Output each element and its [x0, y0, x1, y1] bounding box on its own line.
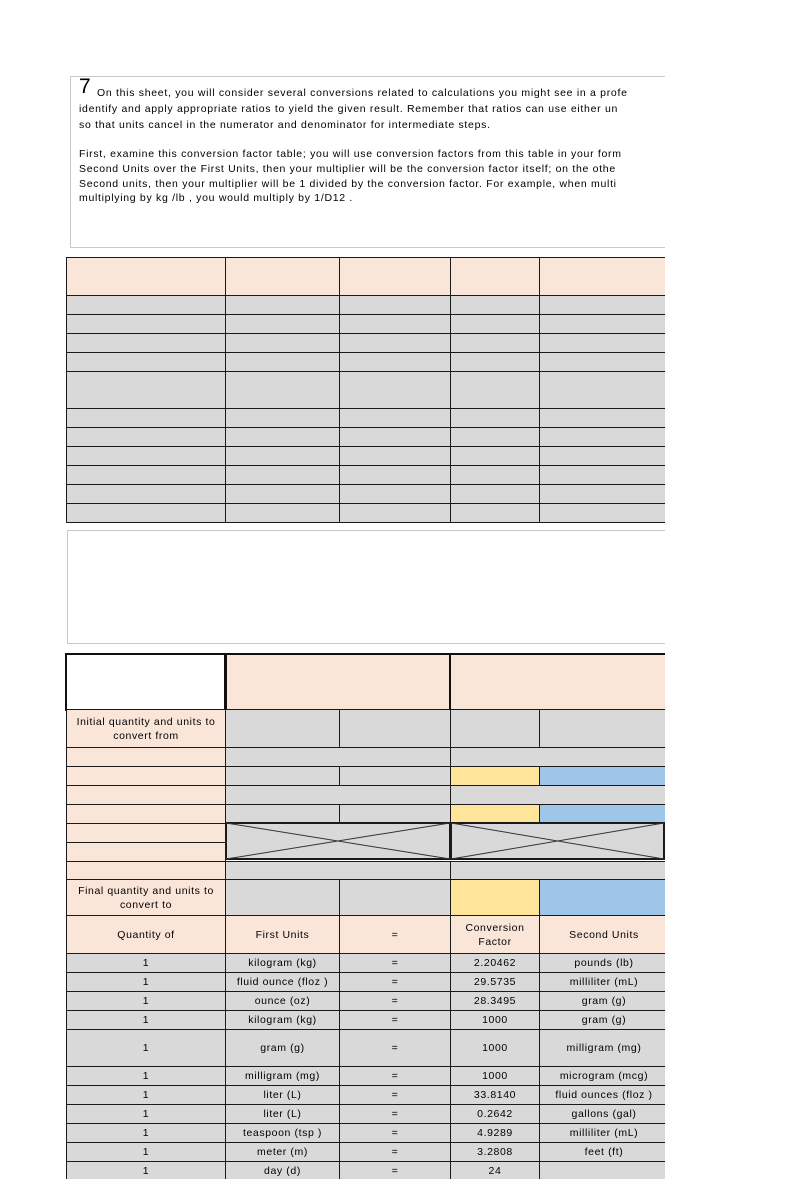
second-units-cell[interactable]: milligram (mg)	[539, 1029, 665, 1067]
first-units-cell[interactable]: kilogram (kg)	[225, 953, 340, 973]
work-label-cell	[66, 785, 226, 805]
conversion-factor-cell[interactable]: 24	[450, 1161, 540, 1179]
conversion-factor-cell[interactable]: 4.9289	[450, 1123, 540, 1143]
grid-row[interactable]	[66, 352, 665, 372]
units-input-cell[interactable]	[539, 804, 665, 824]
quantity-cell[interactable]: 1	[66, 953, 226, 973]
equals-cell[interactable]: =	[339, 1142, 451, 1162]
grid-row[interactable]	[66, 503, 665, 523]
quantity-cell[interactable]: 1	[66, 1010, 226, 1030]
quantity-cell[interactable]: 1	[66, 1161, 226, 1179]
header-quantity: Quantity of	[66, 915, 226, 954]
second-units-cell[interactable]: microgram (mcg)	[539, 1066, 665, 1086]
final-units-cell[interactable]	[339, 879, 451, 917]
grid-row[interactable]	[66, 484, 665, 504]
instructions-line: Second Units over the First Units, then your multiplier will be the conversion factor itself; on the othe	[79, 163, 616, 175]
work-label-cell	[66, 804, 226, 824]
quantity-cell[interactable]: 1	[66, 1085, 226, 1105]
work-label-cell	[66, 861, 226, 881]
equals-cell[interactable]: =	[339, 1029, 451, 1067]
conversion-factor-cell[interactable]: 1000	[450, 1066, 540, 1086]
work-cell[interactable]	[225, 766, 340, 786]
equals-cell[interactable]: =	[339, 991, 451, 1011]
work-label-cell	[66, 842, 226, 862]
conversion-factor-cell[interactable]: 33.8140	[450, 1085, 540, 1105]
conversion-factor-cell[interactable]: 1000	[450, 1010, 540, 1030]
final-quantity-label: Final quantity and units to convert to	[66, 879, 226, 917]
first-units-cell[interactable]: teaspoon (tsp )	[225, 1123, 340, 1143]
grid-header-cell[interactable]	[450, 257, 540, 296]
second-units-cell[interactable]: gram (g)	[539, 1010, 665, 1030]
grid-row[interactable]	[66, 446, 665, 466]
instructions-line: Second units, then your multiplier will be 1 divided by the conversion factor. For example, when multi	[79, 178, 617, 190]
grid-header-cell[interactable]	[339, 257, 451, 296]
work-cell[interactable]	[225, 747, 451, 767]
instructions-box	[70, 76, 665, 248]
grid-row[interactable]	[66, 333, 665, 353]
quantity-cell[interactable]: 1	[66, 1029, 226, 1067]
second-units-cell[interactable]: milliliter (mL)	[539, 1123, 665, 1143]
equals-cell[interactable]: =	[339, 1161, 451, 1179]
units-input-cell[interactable]	[539, 766, 665, 786]
work-cell[interactable]	[225, 804, 340, 824]
first-units-cell[interactable]: day (d)	[225, 1161, 340, 1179]
instructions-line: On this sheet, you will consider several conversions related to calculations you might see in a profe	[97, 87, 628, 99]
second-units-cell[interactable]	[539, 1161, 665, 1179]
conversion-factor-cell[interactable]: 0.2642	[450, 1104, 540, 1124]
instructions-line: identify and apply appropriate ratios to yield the given result. Remember that ratios can use either un	[79, 103, 619, 115]
second-units-cell[interactable]: milliliter (mL)	[539, 972, 665, 992]
first-units-cell[interactable]: liter (L)	[225, 1085, 340, 1105]
header-conversion-factor: Conversion Factor	[450, 915, 540, 954]
grid-row[interactable]	[66, 371, 665, 409]
cross-mark-icon	[225, 822, 665, 860]
first-units-cell[interactable]: gram (g)	[225, 1029, 340, 1067]
step-number: 7	[79, 75, 91, 98]
units-input-cell[interactable]	[539, 879, 665, 917]
work-header-blank	[65, 653, 226, 711]
first-units-cell[interactable]: meter (m)	[225, 1142, 340, 1162]
header-equals: =	[339, 915, 451, 954]
work-cell[interactable]	[450, 709, 540, 748]
grid-header-cell[interactable]	[66, 257, 226, 296]
grid-row[interactable]	[66, 314, 665, 334]
instructions-line: First, examine this conversion factor table; you will use conversion factors from this table in your form	[79, 148, 622, 160]
work-label-cell	[66, 747, 226, 767]
grid-row[interactable]	[66, 427, 665, 447]
header-second-units: Second Units	[539, 915, 665, 954]
second-units-cell[interactable]: fluid ounces (floz )	[539, 1085, 665, 1105]
initial-quantity-label: Initial quantity and units to convert from	[66, 709, 226, 748]
answer-box[interactable]	[67, 530, 665, 644]
work-cell[interactable]	[539, 709, 665, 748]
first-units-cell[interactable]: kilogram (kg)	[225, 1010, 340, 1030]
quantity-cell[interactable]: 1	[66, 972, 226, 992]
factor-input-cell[interactable]	[450, 804, 540, 824]
second-units-cell[interactable]: pounds (lb)	[539, 953, 665, 973]
factor-input-cell[interactable]	[450, 879, 540, 917]
grid-row[interactable]	[66, 295, 665, 315]
grid-row[interactable]	[66, 408, 665, 428]
work-label-cell	[66, 766, 226, 786]
conversion-factor-cell[interactable]: 2.20462	[450, 953, 540, 973]
work-header-cell[interactable]	[225, 653, 451, 711]
conversion-factor-cell[interactable]: 1000	[450, 1029, 540, 1067]
work-cell[interactable]	[225, 861, 451, 881]
conversion-factor-cell[interactable]: 28.3495	[450, 991, 540, 1011]
grid-row[interactable]	[66, 465, 665, 485]
header-first-units: First Units	[225, 915, 340, 954]
quantity-cell[interactable]: 1	[66, 1142, 226, 1162]
first-units-cell[interactable]: ounce (oz)	[225, 991, 340, 1011]
work-cell[interactable]	[225, 785, 451, 805]
work-cell[interactable]	[339, 766, 451, 786]
instructions-line: multiplying by kg /lb , you would multiply by 1/D12 .	[79, 192, 354, 204]
conversion-factor-cell[interactable]: 29.5735	[450, 972, 540, 992]
first-units-cell[interactable]: liter (L)	[225, 1104, 340, 1124]
conversion-factor-cell[interactable]: 3.2808	[450, 1142, 540, 1162]
work-label-cell	[66, 823, 226, 843]
quantity-cell[interactable]: 1	[66, 1123, 226, 1143]
quantity-cell[interactable]: 1	[66, 1104, 226, 1124]
equals-cell[interactable]: =	[339, 1104, 451, 1124]
initial-quantity-cell[interactable]	[225, 709, 340, 748]
work-cell[interactable]	[450, 861, 665, 881]
grid-header-cell[interactable]	[225, 257, 340, 296]
work-cell[interactable]	[450, 785, 665, 805]
equals-cell[interactable]: =	[339, 1123, 451, 1143]
second-units-cell[interactable]: feet (ft)	[539, 1142, 665, 1162]
quantity-cell[interactable]: 1	[66, 1066, 226, 1086]
second-units-cell[interactable]: gallons (gal)	[539, 1104, 665, 1124]
initial-units-cell[interactable]	[339, 709, 451, 748]
equals-cell[interactable]: =	[339, 1085, 451, 1105]
work-cell[interactable]	[450, 747, 665, 767]
quantity-cell[interactable]: 1	[66, 991, 226, 1011]
first-units-cell[interactable]: fluid ounce (floz )	[225, 972, 340, 992]
equals-cell[interactable]: =	[339, 1010, 451, 1030]
grid-header-cell[interactable]	[539, 257, 665, 296]
equals-cell[interactable]: =	[339, 972, 451, 992]
first-units-cell[interactable]: milligram (mg)	[225, 1066, 340, 1086]
factor-input-cell[interactable]	[450, 766, 540, 786]
equals-cell[interactable]: =	[339, 1066, 451, 1086]
final-quantity-cell[interactable]	[225, 879, 340, 917]
second-units-cell[interactable]: gram (g)	[539, 991, 665, 1011]
equals-cell[interactable]: =	[339, 953, 451, 973]
instructions-line: so that units cancel in the numerator and denominator for intermediate steps.	[79, 119, 491, 131]
work-header-cell[interactable]	[449, 653, 665, 711]
work-cell[interactable]	[339, 804, 451, 824]
